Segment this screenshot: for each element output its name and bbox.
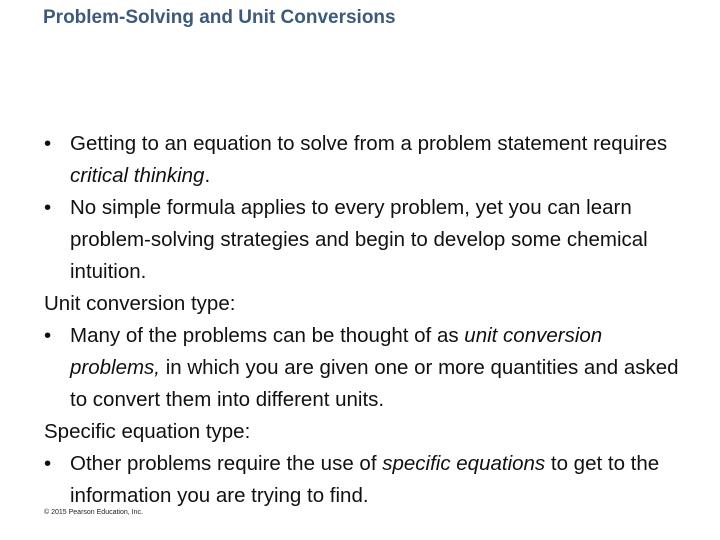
bullet-text: .	[204, 164, 211, 187]
bullet-item	[44, 320, 684, 416]
emphasis-text: critical thinking	[70, 164, 205, 187]
bullet-dot-icon: •	[44, 452, 52, 475]
bullet-list-intro	[44, 128, 684, 288]
bullet-list-specific-equation	[44, 448, 684, 512]
bullet-text: Other problems require the use of	[70, 452, 383, 475]
bullet-list-unit-conversion	[44, 320, 684, 416]
emphasis-text: unit conversion problems,	[70, 324, 603, 379]
bullet-text: Getting to an equation to solve from a problem statement requires	[70, 132, 668, 155]
bullet-text: Many of the problems can be thought of as	[70, 324, 465, 347]
bullet-dot-icon: •	[44, 324, 52, 347]
bullet-text: in which you are given one or more quantities and asked to convert them into different units.	[70, 356, 679, 411]
slide-body	[44, 128, 684, 512]
emphasis-text: specific equations	[382, 452, 546, 475]
bullet-text: No simple formula applies to every problem, yet you can learn problem-solving strategies and begin to develop some chemical intuition.	[70, 196, 648, 283]
bullet-item	[44, 192, 684, 288]
copyright-footer: © 2015 Pearson Education, Inc.	[44, 509, 143, 516]
unit-conversion-heading: Unit conversion type:	[44, 292, 236, 315]
bullet-dot-icon: •	[44, 196, 52, 219]
bullet-item	[44, 448, 684, 512]
specific-equation-heading: Specific equation type:	[44, 420, 251, 443]
bullet-dot-icon: •	[44, 132, 52, 155]
slide-title: Problem-Solving and Unit Conversions	[43, 7, 396, 28]
bullet-item	[44, 128, 684, 192]
bullet-text: to get to the information you are trying to find.	[70, 452, 660, 507]
